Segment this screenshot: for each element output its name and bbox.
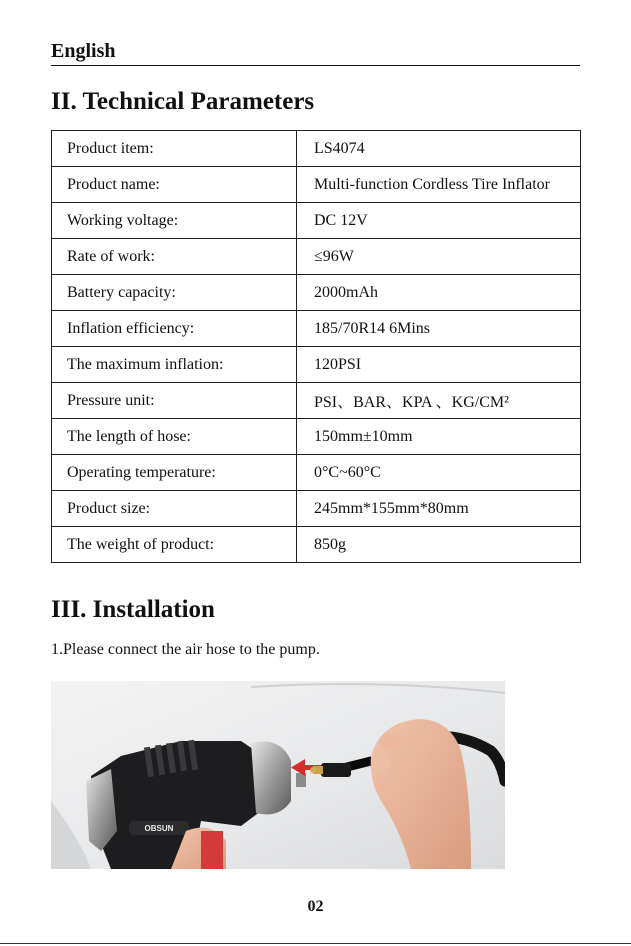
table-row: [52, 203, 581, 239]
param-value: 150mm±10mm: [297, 419, 581, 455]
technical-parameters-table: [51, 130, 581, 563]
param-value: DC 12V: [297, 203, 581, 239]
table-row: [52, 383, 581, 419]
param-label: Working voltage:: [52, 203, 297, 239]
table-row: [52, 311, 581, 347]
param-label: Product item:: [52, 131, 297, 167]
param-label: Product size:: [52, 491, 297, 527]
table-row: [52, 239, 581, 275]
table-row: [52, 131, 581, 167]
param-label: Pressure unit:: [52, 383, 297, 419]
param-label: The maximum inflation:: [52, 347, 297, 383]
page-number: 02: [307, 898, 324, 915]
param-label: Inflation efficiency:: [52, 311, 297, 347]
table-row: [52, 167, 581, 203]
installation-step-1: 1.Please connect the air hose to the pump.: [51, 641, 320, 658]
installation-photo: [51, 681, 505, 869]
param-label: Rate of work:: [52, 239, 297, 275]
param-value: 120PSI: [297, 347, 581, 383]
param-label: Battery capacity:: [52, 275, 297, 311]
table-row: [52, 491, 581, 527]
table-row: [52, 419, 581, 455]
pump-brand-logo: OBSUN: [144, 824, 174, 833]
technical-parameters-title: II. Technical Parameters: [51, 88, 315, 115]
param-value: 185/70R14 6Mins: [297, 311, 581, 347]
param-value: 0°C~60°C: [297, 455, 581, 491]
param-value: 2000mAh: [297, 275, 581, 311]
table-row: [52, 275, 581, 311]
header-divider: [51, 65, 580, 66]
param-label: Operating temperature:: [52, 455, 297, 491]
param-value: Multi-function Cordless Tire Inflator: [297, 167, 581, 203]
param-label: Product name:: [52, 167, 297, 203]
table-row: [52, 455, 581, 491]
language-heading: English: [51, 40, 116, 62]
param-value: PSI、BAR、KPA 、KG/CM²: [297, 383, 581, 419]
param-label: The length of hose:: [52, 419, 297, 455]
param-value: ≤96W: [297, 239, 581, 275]
param-value: 245mm*155mm*80mm: [297, 491, 581, 527]
param-value: 850g: [297, 527, 581, 563]
footer-divider: [0, 943, 631, 944]
table-row: [52, 347, 581, 383]
param-value: LS4074: [297, 131, 581, 167]
table-row: [52, 527, 581, 563]
param-label: The weight of product:: [52, 527, 297, 563]
installation-title: III. Installation: [51, 596, 215, 623]
